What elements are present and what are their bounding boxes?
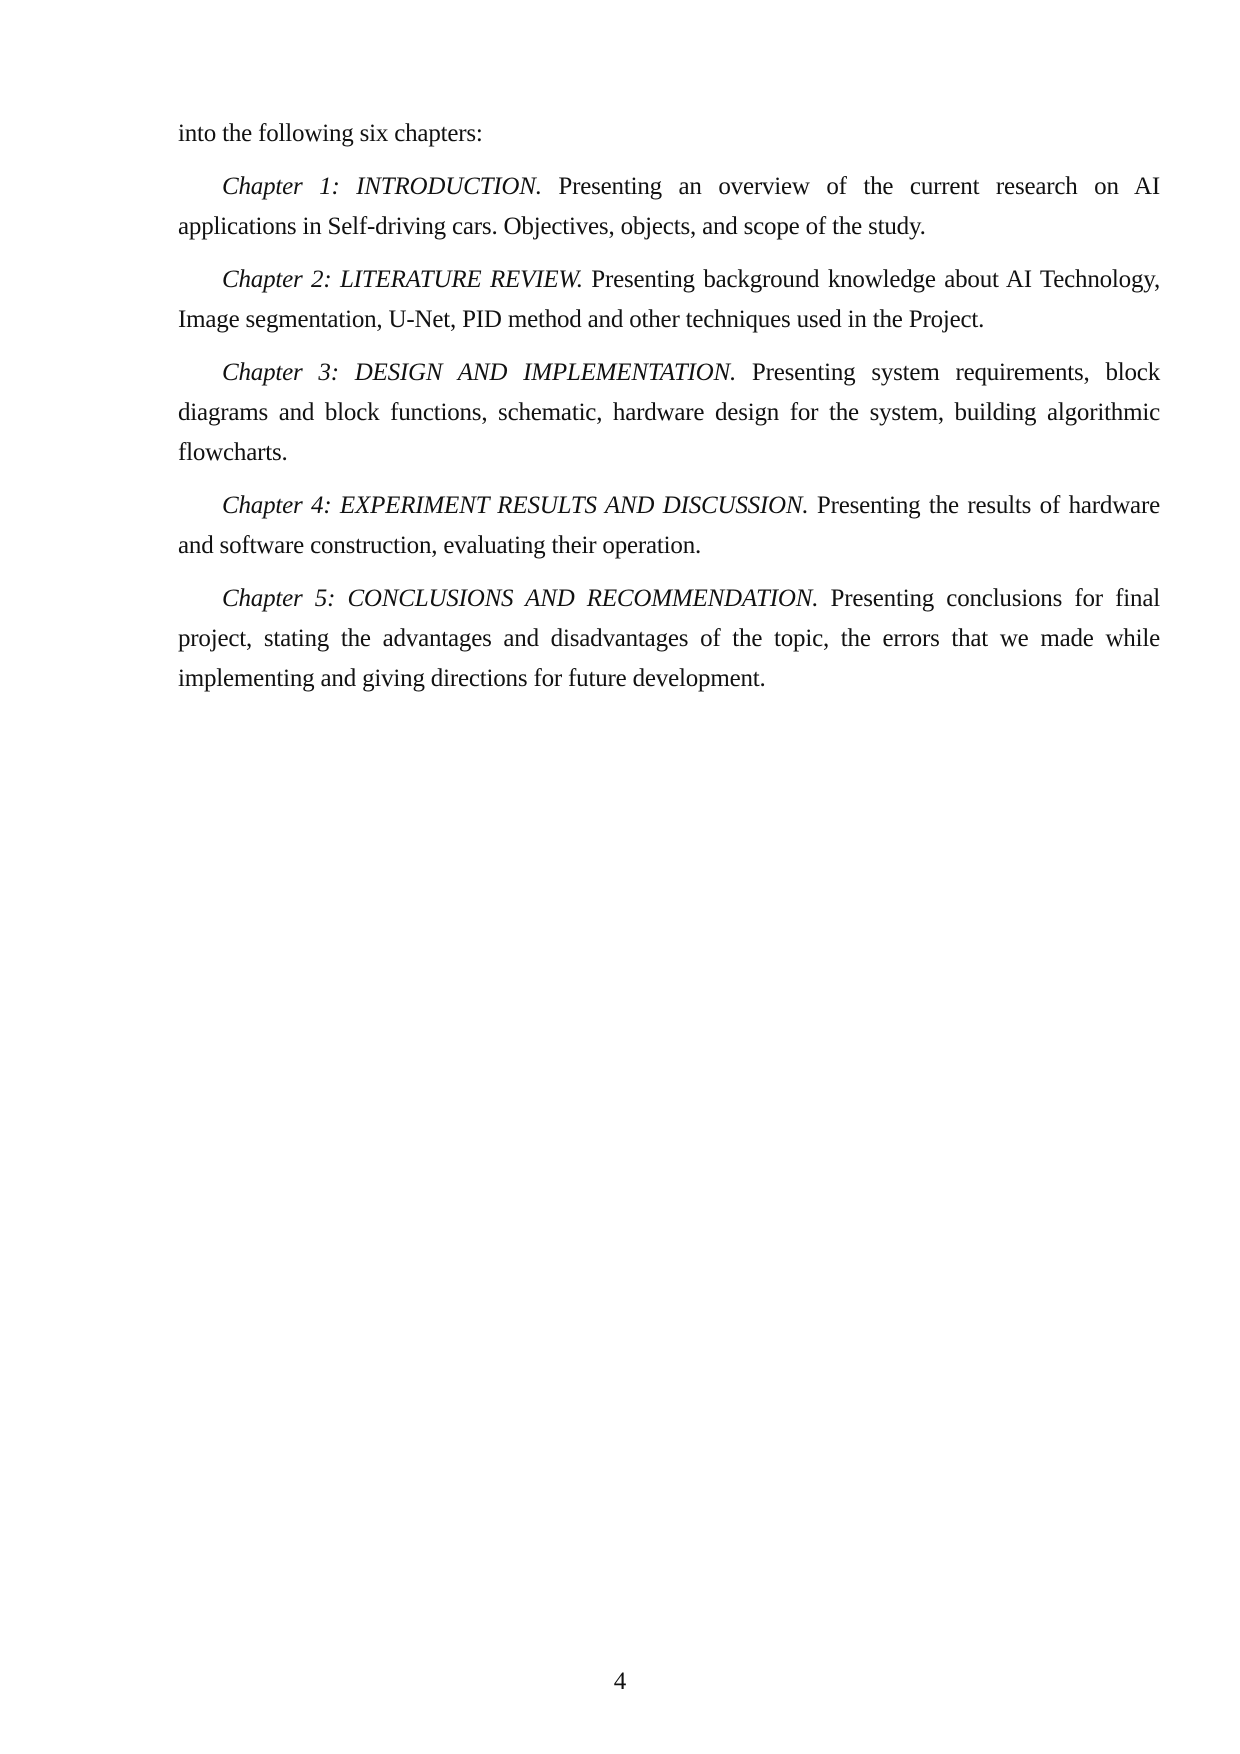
chapter-1-title: Chapter 1: INTRODUCTION.	[222, 173, 542, 200]
chapter-2-title: Chapter 2: LITERATURE REVIEW.	[222, 266, 583, 293]
chapter-5-description: Presenting conclusions for final project, stating the advantages and disadvantages of the topic, the errors that we made while implementing and giving directions for future development.	[178, 585, 1160, 692]
chapter-1-paragraph	[178, 167, 1160, 247]
chapter-3-paragraph	[178, 353, 1160, 473]
chapter-1-description: Presenting an overview of the current research on AI applications in Self-driving cars. Objectives, objects, and scope of the study.	[178, 173, 1160, 240]
chapter-4-paragraph	[178, 486, 1160, 566]
chapter-5-title: Chapter 5: CONCLUSIONS AND RECOMMENDATION.	[222, 585, 819, 612]
chapter-5-paragraph	[178, 579, 1160, 699]
chapter-3-description: Presenting system requirements, block diagrams and block functions, schematic, hardware design for the system, building algorithmic flowcharts.	[178, 359, 1161, 466]
chapter-3-title: Chapter 3: DESIGN AND IMPLEMENTATION.	[222, 359, 737, 386]
page-number: 4	[613, 1668, 627, 1695]
body-text	[178, 114, 1160, 712]
chapter-4-description: Presenting the results of hardware and software construction, evaluating their operation.	[178, 492, 1160, 559]
chapter-2-paragraph	[178, 260, 1160, 340]
chapter-2-description: Presenting background knowledge about AI Technology, Image segmentation, U-Net, PID method and other techniques used in the Project.	[178, 266, 1160, 333]
chapter-4-title: Chapter 4: EXPERIMENT RESULTS AND DISCUSSION.	[222, 492, 809, 519]
intro-line: into the following six chapters:	[178, 120, 483, 147]
